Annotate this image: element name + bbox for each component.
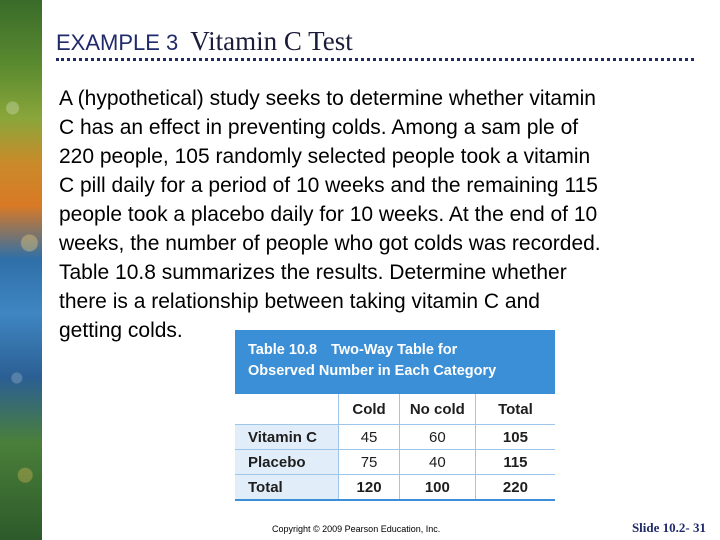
two-way-table: [235, 330, 555, 496]
table-row-total: [235, 475, 555, 501]
cell-cold: 75: [339, 450, 399, 475]
title-prefix: EXAMPLE 3: [56, 30, 179, 55]
body-line: Table 10.8 summarizes the results. Determine whether: [59, 261, 567, 284]
row-label: Vitamin C: [235, 425, 339, 450]
title-main: Vitamin C Test: [190, 26, 353, 56]
cell-total: 115: [475, 450, 555, 475]
row-label: Total: [235, 475, 339, 501]
cell-no-cold: 40: [399, 450, 475, 475]
body-line: A (hypothetical) study seeks to determine whether vitamin: [59, 87, 596, 110]
table-grid: [235, 394, 555, 501]
cell-cold: 45: [339, 425, 399, 450]
table-title-line1: Two-Way Table for: [331, 342, 458, 358]
table-title-line2: Observed Number in Each Category: [248, 363, 497, 379]
title-divider: [56, 58, 694, 61]
body-paragraph: [59, 84, 689, 345]
table-column-header-row: [235, 394, 555, 425]
column-header-empty: [235, 394, 339, 425]
body-line: 220 people, 105 randomly selected people took a vitamin: [59, 145, 591, 168]
row-label: Placebo: [235, 450, 339, 475]
copyright-notice: Copyright © 2009 Pearson Education, Inc.: [272, 524, 441, 534]
slide-title: [56, 26, 353, 58]
cell-total: 105: [475, 425, 555, 450]
decorative-left-strip: [0, 0, 42, 540]
table-header: [235, 330, 555, 394]
table-row: [235, 450, 555, 475]
column-header-cold: Cold: [339, 394, 399, 425]
slide-number: Slide 10.2- 31: [631, 520, 706, 535]
cell-no-cold: 100: [399, 475, 475, 501]
body-line: people took a placebo daily for 10 weeks. At the end of 10: [59, 203, 598, 226]
body-line: weeks, the number of people who got colds was recorded.: [59, 232, 601, 255]
cell-total: 220: [475, 475, 555, 501]
cell-no-cold: 60: [399, 425, 475, 450]
cell-cold: 120: [339, 475, 399, 501]
body-line: there is a relationship between taking vitamin C and: [59, 290, 540, 313]
column-header-total: Total: [475, 394, 555, 425]
body-line: C has an effect in preventing colds. Among a sam ple of: [59, 116, 579, 139]
body-line: getting colds.: [59, 319, 183, 342]
column-header-no-cold: No cold: [399, 394, 475, 425]
table-number: Table 10.8: [248, 342, 318, 358]
table-row: [235, 425, 555, 450]
body-line: C pill daily for a period of 10 weeks and the remaining 115: [59, 174, 598, 197]
